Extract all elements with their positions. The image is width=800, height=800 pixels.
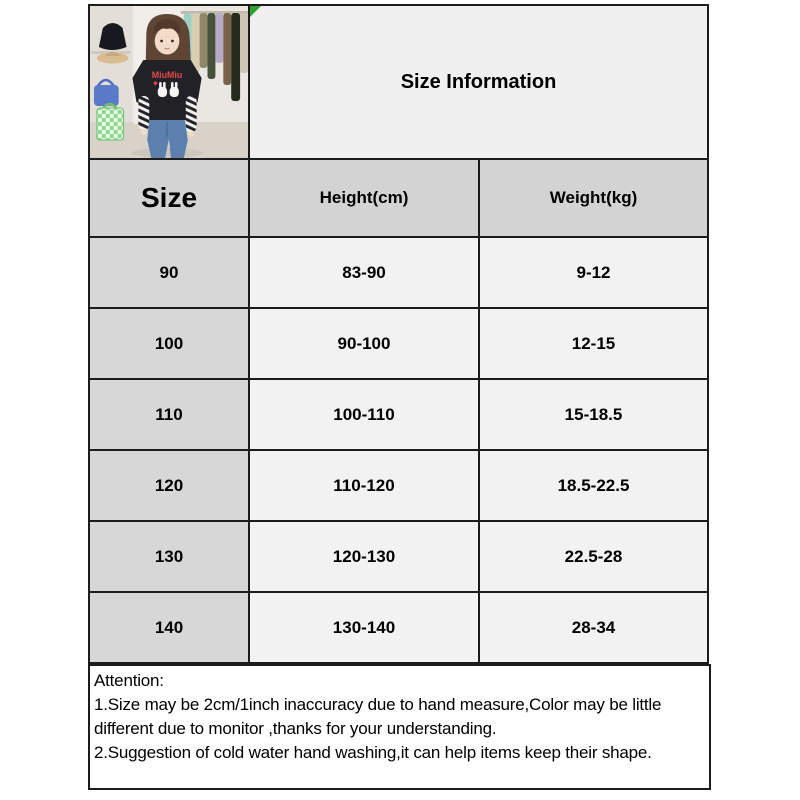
cell-size: 120 bbox=[89, 450, 249, 521]
cell-weight: 22.5-28 bbox=[479, 521, 708, 592]
attention-note: 1.Size may be 2cm/1inch inaccuracy due to hand measure,Color may be little different due to monitor ,thanks for your understanding. bbox=[94, 695, 662, 739]
attention-title: Attention: bbox=[94, 671, 164, 690]
cell-height: 100-110 bbox=[249, 379, 479, 450]
table-header-row bbox=[89, 159, 708, 237]
cell-weight: 9-12 bbox=[479, 237, 708, 308]
column-header-height: Height(cm) bbox=[249, 159, 479, 237]
cell-height: 120-130 bbox=[249, 521, 479, 592]
cell-size: 110 bbox=[89, 379, 249, 450]
table-row bbox=[89, 450, 708, 521]
cell-size: 100 bbox=[89, 308, 249, 379]
cell-weight: 12-15 bbox=[479, 308, 708, 379]
table-row bbox=[89, 379, 708, 450]
column-header-size: Size bbox=[89, 159, 249, 237]
page-title: Size Information bbox=[400, 70, 557, 93]
cell-weight: 18.5-22.5 bbox=[479, 450, 708, 521]
cell-height: 130-140 bbox=[249, 592, 479, 663]
cell-size: 130 bbox=[89, 521, 249, 592]
photo-title-row bbox=[89, 5, 708, 159]
product-photo-cell bbox=[89, 5, 249, 159]
cell-weight: 28-34 bbox=[479, 592, 708, 663]
table-row bbox=[89, 592, 708, 663]
cell-size: 140 bbox=[89, 592, 249, 663]
table-row bbox=[89, 521, 708, 592]
cell-height: 110-120 bbox=[249, 450, 479, 521]
cell-height: 83-90 bbox=[249, 237, 479, 308]
shirt-print-text: MiuMiu bbox=[151, 69, 183, 81]
size-table bbox=[88, 4, 709, 664]
table-row bbox=[89, 237, 708, 308]
corner-flag-icon bbox=[250, 6, 261, 17]
attention-note: 2.Suggestion of cold water hand washing,it can help items keep their shape. bbox=[94, 743, 652, 763]
column-header-weight: Weight(kg) bbox=[479, 159, 708, 237]
table-row bbox=[89, 308, 708, 379]
cell-size: 90 bbox=[89, 237, 249, 308]
product-photo bbox=[90, 6, 248, 158]
size-information-header bbox=[249, 5, 708, 159]
size-chart-sheet bbox=[88, 4, 707, 790]
cell-weight: 15-18.5 bbox=[479, 379, 708, 450]
attention-box bbox=[88, 664, 711, 790]
cell-height: 90-100 bbox=[249, 308, 479, 379]
